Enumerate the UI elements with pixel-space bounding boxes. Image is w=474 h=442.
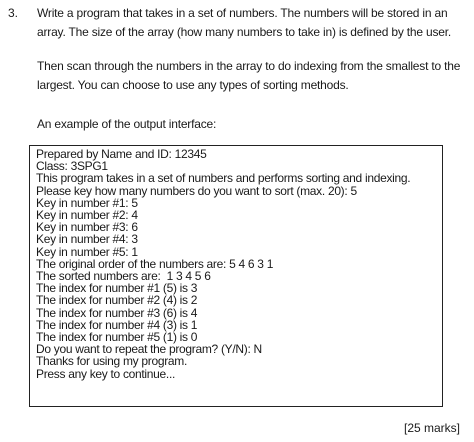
console-line: Please key how many numbers do you want to sort (max. 20): 5 xyxy=(36,183,357,198)
console-line: This program takes in a set of numbers and performs sorting and indexing. xyxy=(36,171,411,186)
example-label: An example of the output interface: xyxy=(37,117,217,131)
console-line: Thanks for using my program. xyxy=(36,354,187,369)
question-paragraph-1: Write a program that takes in a set of numbers. The numbers will be stored in an array. The size of the array (how many numbers to take in) is defined by the user. xyxy=(37,6,452,39)
console-line: The index for number #4 (3) is 1 xyxy=(36,317,198,332)
console-line: Key in number #1: 5 xyxy=(36,195,138,210)
console-line: The index for number #1 (5) is 3 xyxy=(36,281,198,296)
console-line: Key in number #3: 6 xyxy=(36,220,138,235)
question-paragraph-2: Then scan through the numbers in the array to do indexing from the smallest to the largest. You can choose to use any types of sorting methods. xyxy=(37,59,461,92)
console-line: The index for number #3 (6) is 4 xyxy=(36,305,198,320)
console-line: The index for number #5 (1) is 0 xyxy=(36,330,198,345)
console-line: Class: 3SPG1 xyxy=(36,159,108,174)
console-line: Prepared by Name and ID: 12345 xyxy=(36,147,207,161)
console-line: Press any key to continue... xyxy=(36,366,176,381)
console-line: Do you want to repeat the program? (Y/N): N xyxy=(36,342,262,357)
console-line: Key in number #2: 4 xyxy=(36,208,138,223)
console-line: The index for number #2 (4) is 2 xyxy=(36,293,198,308)
question-number: 3. xyxy=(8,6,19,20)
marks-label: [25 marks] xyxy=(403,421,460,435)
console-line: Key in number #5: 1 xyxy=(36,244,138,259)
console-output-box xyxy=(29,145,443,407)
console-line: The sorted numbers are: 1 3 4 5 6 xyxy=(36,269,211,284)
console-line: Key in number #4: 3 xyxy=(36,232,138,247)
console-line: The original order of the numbers are: 5 4 6 3 1 xyxy=(36,256,274,271)
